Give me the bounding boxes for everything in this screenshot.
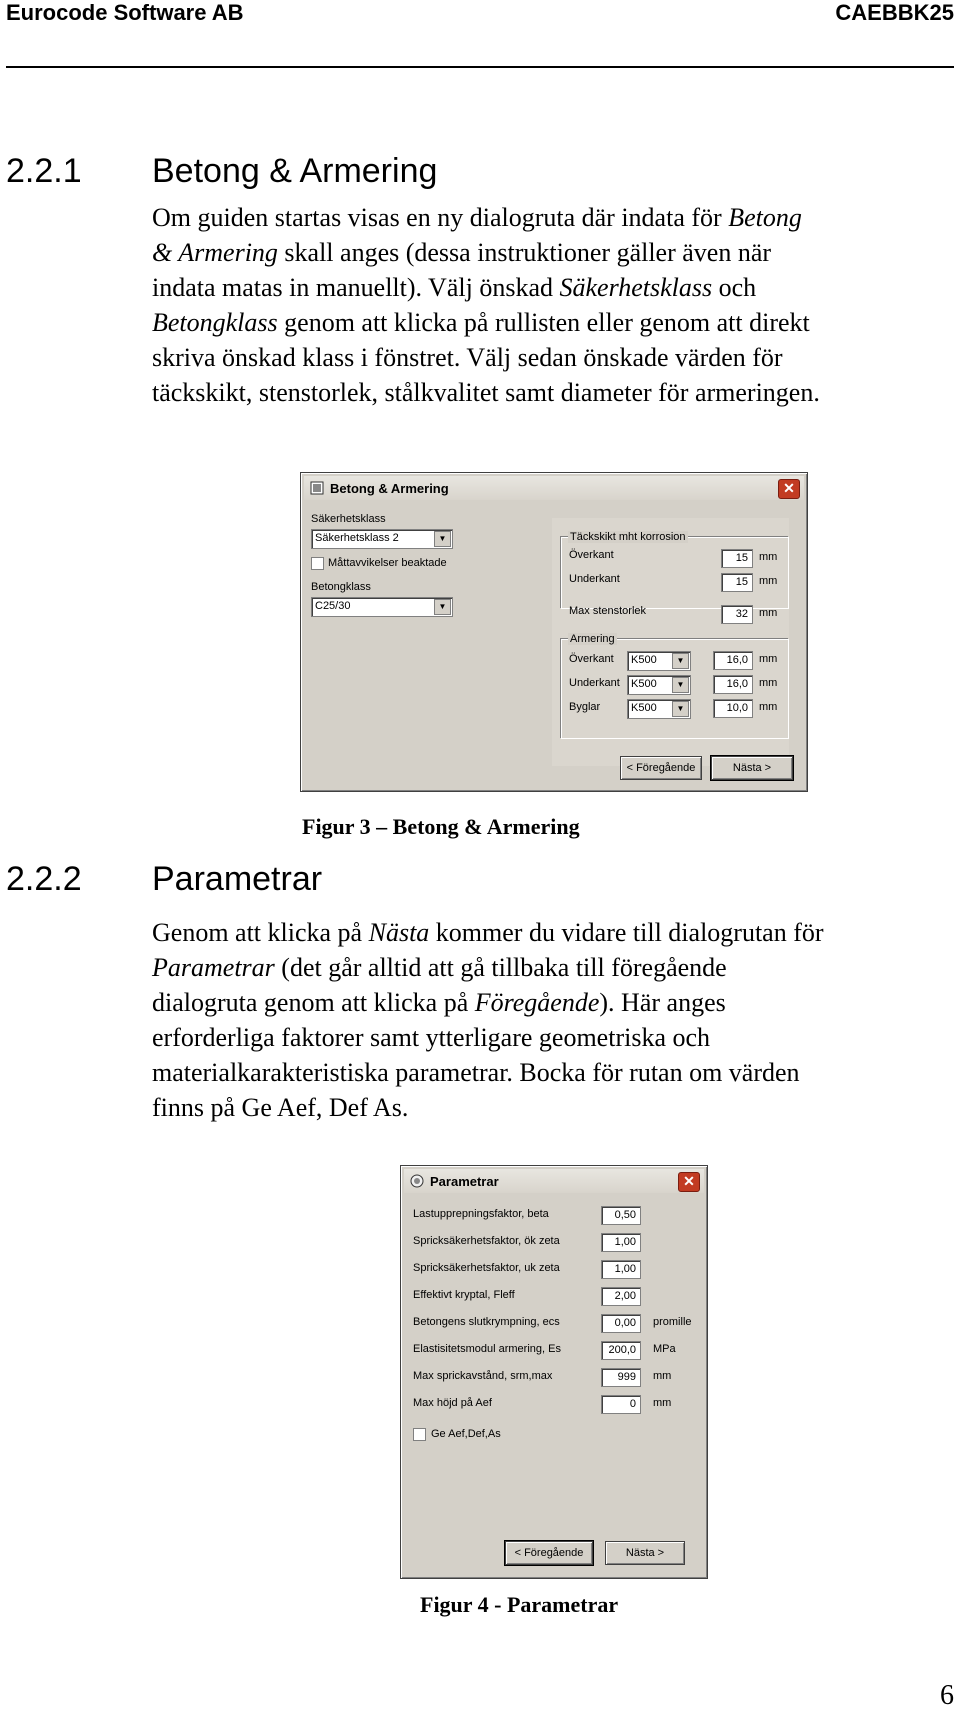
parameter-value: 999: [617, 1371, 636, 1383]
close-button[interactable]: ✕: [778, 479, 800, 499]
header-doc-code: CAEBBK25: [835, 0, 954, 25]
parameter-label: Spricksäkerhetsfaktor, uk zeta: [413, 1262, 560, 1274]
rebar-bottom-label: Underkant: [569, 677, 620, 689]
previous-button[interactable]: < Föregående: [505, 1541, 593, 1565]
safety-class-select[interactable]: [311, 529, 453, 549]
figure-caption: Figur 3 – Betong & Armering: [302, 814, 580, 839]
next-button[interactable]: Nästa >: [711, 756, 793, 780]
section-number: 2.2.1: [6, 152, 82, 190]
chevron-down-icon[interactable]: ▼: [434, 599, 451, 615]
cover-bottom-value: 15: [735, 576, 748, 588]
safety-class-value: Säkerhetsklass 2: [315, 532, 399, 544]
stirrups-label: Byglar: [569, 701, 601, 713]
rebar-bottom-steel-select[interactable]: [627, 675, 691, 695]
max-stone-value: 32: [735, 608, 748, 620]
parameter-label: Betongens slutkrympning, ecs: [413, 1316, 560, 1328]
unit-label: mm: [759, 575, 778, 587]
section-number: 2.2.2: [6, 860, 82, 898]
parameter-input[interactable]: [601, 1287, 641, 1306]
stirrups-steel-value: K500: [631, 702, 657, 714]
parameter-label: Lastupprepningsfaktor, beta: [413, 1208, 549, 1220]
ge-aef-checkbox[interactable]: [413, 1428, 426, 1441]
section-paragraph: Genom att klicka på Nästa kommer du vidare till dialogrutan för Parametrar (det går alltid att gå tillbaka till föregående dialogruta genom att klicka på Föregående). Här anges erforderliga faktorer samt ytterligare geometriska och materialkarakteristiska parametrar. Bocka för rutan om värden finns på Ge Aef, Def As.: [152, 918, 824, 1122]
cover-bottom-input[interactable]: [721, 573, 753, 592]
parameter-unit: promille: [653, 1316, 692, 1328]
figure-caption: Figur 4 - Parametrar: [420, 1592, 619, 1617]
page-number: 6: [940, 1680, 954, 1711]
dialog-app-icon: [310, 481, 324, 495]
parameter-input[interactable]: [601, 1368, 641, 1387]
max-stone-input[interactable]: [721, 605, 753, 624]
parameter-input[interactable]: [601, 1206, 641, 1225]
parameter-label: Spricksäkerhetsfaktor, ök zeta: [413, 1235, 560, 1247]
rebar-group-label: Armering: [570, 633, 615, 645]
parameter-input[interactable]: [601, 1260, 641, 1279]
rebar-top-input[interactable]: [713, 651, 753, 670]
concrete-class-select[interactable]: [311, 597, 453, 617]
parameter-value: 0: [629, 1398, 636, 1410]
chevron-down-icon[interactable]: ▼: [434, 531, 451, 547]
unit-label: mm: [759, 653, 778, 665]
max-stone-label: Max stenstorlek: [569, 605, 647, 617]
concrete-class-label: Betongklass: [311, 581, 371, 593]
parameter-value: 1,00: [614, 1236, 636, 1248]
rebar-bottom-value: 16,0: [726, 678, 748, 690]
dialog-title: Betong & Armering: [330, 481, 449, 496]
previous-button[interactable]: < Föregående: [620, 756, 702, 780]
parameter-value: 0,50: [614, 1209, 636, 1221]
parametrar-dialog: [400, 1165, 708, 1579]
rebar-bottom-input[interactable]: [713, 675, 753, 694]
cover-top-label: Överkant: [569, 549, 614, 561]
parameter-label: Elastisitetsmodul armering, Es: [413, 1343, 561, 1355]
stirrups-steel-select[interactable]: [627, 699, 691, 719]
dialog-title: Parametrar: [430, 1174, 499, 1189]
section-title: Parametrar: [152, 860, 323, 898]
concrete-class-value: C25/30: [315, 600, 351, 612]
parameter-value: 1,00: [614, 1263, 636, 1275]
dialog-titlebar: [404, 1169, 704, 1193]
rebar-top-value: 16,0: [726, 654, 748, 666]
rebar-top-steel-value: K500: [631, 654, 657, 666]
deviation-checkbox-label: Måttavvikelser beaktade: [328, 557, 447, 569]
unit-label: mm: [759, 551, 778, 563]
parameter-input[interactable]: [601, 1314, 641, 1333]
stirrups-input[interactable]: [713, 699, 753, 718]
chevron-down-icon[interactable]: ▼: [672, 701, 689, 717]
chevron-down-icon[interactable]: ▼: [672, 677, 689, 693]
deviation-checkbox[interactable]: [311, 557, 324, 570]
parameter-label: Effektivt kryptal, Fleff: [413, 1289, 515, 1301]
ge-aef-checkbox-label: Ge Aef,Def,As: [431, 1428, 501, 1440]
parameter-value: 0,00: [614, 1317, 636, 1329]
chevron-down-icon[interactable]: ▼: [672, 653, 689, 669]
rebar-top-steel-select[interactable]: [627, 651, 691, 671]
betong-armering-dialog: [300, 472, 808, 792]
dialog-titlebar: [304, 476, 804, 500]
parameter-input[interactable]: [601, 1395, 641, 1414]
section-title: Betong & Armering: [152, 152, 438, 190]
header-rule: [6, 66, 954, 68]
close-button[interactable]: ✕: [678, 1172, 700, 1192]
cover-top-input[interactable]: [721, 549, 753, 568]
parameter-label: Max höjd på Aef: [413, 1397, 492, 1409]
parameter-label: Max sprickavstånd, srm,max: [413, 1370, 553, 1382]
parameter-unit: MPa: [653, 1343, 676, 1355]
dialog-app-icon: [410, 1174, 424, 1188]
parameter-value: 2,00: [614, 1290, 636, 1302]
stirrups-value: 10,0: [726, 702, 748, 714]
parameter-value: 200,0: [608, 1344, 636, 1356]
unit-label: mm: [759, 607, 778, 619]
header-company: Eurocode Software AB: [6, 0, 244, 25]
parameter-input[interactable]: [601, 1233, 641, 1252]
cover-top-value: 15: [735, 552, 748, 564]
cover-bottom-label: Underkant: [569, 573, 620, 585]
safety-class-label: Säkerhetsklass: [311, 513, 386, 525]
section-paragraph: Om guiden startas visas en ny dialogruta där indata för Betong & Armering skall anges (dessa instruktioner gäller även när indata matas in manuellt). Välj önskad Säkerhetsklass och Betongklass genom att klicka på rullisten eller genom att direkt skriva önskad klass i fönstret. Välj sedan önskade värden för täckskikt, stenstorlek, stålkvalitet samt diameter för armeringen.: [152, 203, 820, 407]
parameter-unit: mm: [653, 1370, 672, 1382]
parameter-unit: mm: [653, 1397, 672, 1409]
unit-label: mm: [759, 701, 778, 713]
next-button[interactable]: Nästa >: [605, 1541, 685, 1565]
rebar-top-label: Överkant: [569, 653, 614, 665]
unit-label: mm: [759, 677, 778, 689]
cover-group-label: Täckskikt mht korrosion: [570, 531, 686, 543]
rebar-bottom-steel-value: K500: [631, 678, 657, 690]
parameter-input[interactable]: [601, 1341, 641, 1360]
